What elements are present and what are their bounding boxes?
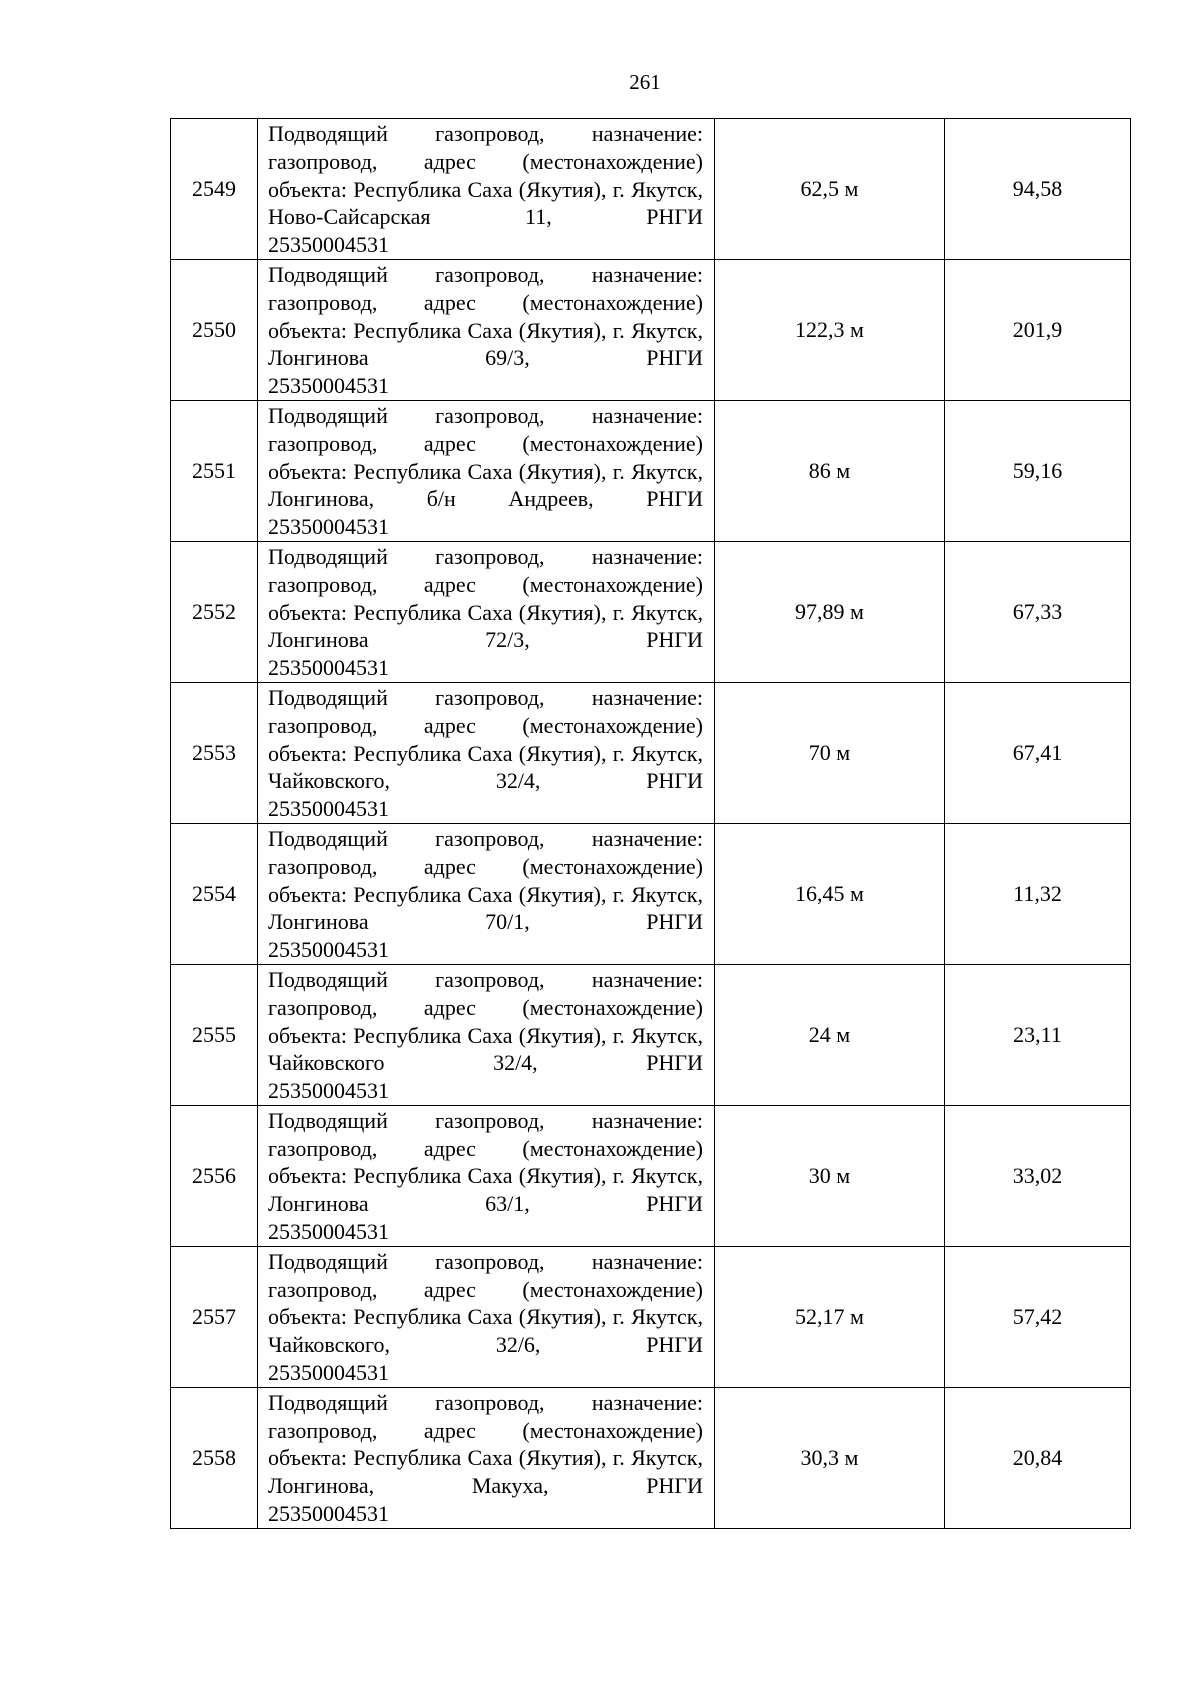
object-description: Подводящий газопровод, назначение: газопровод, адрес (местонахождение) объекта: Республика Саха (Якутия), г. Якутск, Лонгинова 70/1, РНГИ	[268, 825, 703, 935]
object-value: 23,11	[945, 964, 1131, 1105]
pipeline-length: 122,3 м	[715, 259, 945, 400]
registry-number: 25350004531	[268, 937, 389, 963]
table-row	[171, 682, 1131, 823]
object-value: 59,16	[945, 400, 1131, 541]
object-description-cell	[258, 1246, 715, 1387]
object-description: Подводящий газопровод, назначение: газопровод, адрес (местонахождение) объекта: Республика Саха (Якутия), г. Якутск, Чайковского 32/4, РНГИ	[268, 966, 703, 1076]
table-row	[171, 119, 1131, 260]
table-row	[171, 259, 1131, 400]
object-value: 11,32	[945, 823, 1131, 964]
table-row	[171, 964, 1131, 1105]
row-number: 2550	[171, 259, 258, 400]
object-description-cell	[258, 541, 715, 682]
registry-number: 25350004531	[268, 232, 389, 258]
pipeline-length: 24 м	[715, 964, 945, 1105]
pipeline-length: 16,45 м	[715, 823, 945, 964]
object-value: 20,84	[945, 1387, 1131, 1528]
pipeline-length: 86 м	[715, 400, 945, 541]
object-description-cell	[258, 1105, 715, 1246]
object-value: 67,41	[945, 682, 1131, 823]
row-number: 2551	[171, 400, 258, 541]
object-description: Подводящий газопровод, назначение: газопровод, адрес (местонахождение) объекта: Республика Саха (Якутия), г. Якутск, Лонгинова 72/3, РНГИ	[268, 543, 703, 653]
object-value: 57,42	[945, 1246, 1131, 1387]
object-value: 94,58	[945, 119, 1131, 260]
object-description-cell	[258, 259, 715, 400]
registry-number: 25350004531	[268, 1501, 389, 1527]
pipeline-length: 97,89 м	[715, 541, 945, 682]
row-number: 2555	[171, 964, 258, 1105]
row-number: 2554	[171, 823, 258, 964]
table-row	[171, 541, 1131, 682]
table-row	[171, 1246, 1131, 1387]
object-description-cell	[258, 1387, 715, 1528]
registry-table	[170, 118, 1131, 1529]
registry-number: 25350004531	[268, 1219, 389, 1245]
table-row	[171, 400, 1131, 541]
row-number: 2549	[171, 119, 258, 260]
object-description: Подводящий газопровод, назначение: газопровод, адрес (местонахождение) объекта: Республика Саха (Якутия), г. Якутск, Чайковского, 32/6, РНГИ	[268, 1248, 703, 1358]
table-row	[171, 1105, 1131, 1246]
object-value: 67,33	[945, 541, 1131, 682]
object-value: 33,02	[945, 1105, 1131, 1246]
object-description: Подводящий газопровод, назначение: газопровод, адрес (местонахождение) объекта: Республика Саха (Якутия), г. Якутск, Лонгинова, б/н Андреев, РНГИ	[268, 402, 703, 512]
object-description-cell	[258, 964, 715, 1105]
pipeline-length: 70 м	[715, 682, 945, 823]
registry-number: 25350004531	[268, 373, 389, 399]
row-number: 2553	[171, 682, 258, 823]
row-number: 2552	[171, 541, 258, 682]
registry-number: 25350004531	[268, 1360, 389, 1386]
object-description: Подводящий газопровод, назначение: газопровод, адрес (местонахождение) объекта: Республика Саха (Якутия), г. Якутск, Чайковского, 32/4, РНГИ	[268, 684, 703, 794]
registry-number: 25350004531	[268, 514, 389, 540]
registry-number: 25350004531	[268, 796, 389, 822]
pipeline-length: 52,17 м	[715, 1246, 945, 1387]
page-number: 261	[629, 70, 661, 94]
pipeline-length: 62,5 м	[715, 119, 945, 260]
object-description-cell	[258, 682, 715, 823]
object-description: Подводящий газопровод, назначение: газопровод, адрес (местонахождение) объекта: Республика Саха (Якутия), г. Якутск, Ново-Сайсарская 11, РНГИ	[268, 121, 703, 230]
table-row	[171, 1387, 1131, 1528]
registry-number: 25350004531	[268, 1078, 389, 1104]
object-description: Подводящий газопровод, назначение: газопровод, адрес (местонахождение) объекта: Республика Саха (Якутия), г. Якутск, Лонгинова 69/3, РНГИ	[268, 261, 703, 371]
pipeline-length: 30 м	[715, 1105, 945, 1246]
object-description: Подводящий газопровод, назначение: газопровод, адрес (местонахождение) объекта: Республика Саха (Якутия), г. Якутск, Лонгинова 63/1, РНГИ	[268, 1107, 703, 1217]
row-number: 2558	[171, 1387, 258, 1528]
registry-number: 25350004531	[268, 655, 389, 681]
object-description-cell	[258, 823, 715, 964]
row-number: 2556	[171, 1105, 258, 1246]
object-description-cell	[258, 400, 715, 541]
row-number: 2557	[171, 1246, 258, 1387]
object-value: 201,9	[945, 259, 1131, 400]
object-description: Подводящий газопровод, назначение: газопровод, адрес (местонахождение) объекта: Республика Саха (Якутия), г. Якутск, Лонгинова, Макуха, РНГИ	[268, 1389, 703, 1499]
object-description-cell	[258, 119, 715, 260]
registry-table-body	[171, 119, 1131, 1529]
table-row	[171, 823, 1131, 964]
pipeline-length: 30,3 м	[715, 1387, 945, 1528]
